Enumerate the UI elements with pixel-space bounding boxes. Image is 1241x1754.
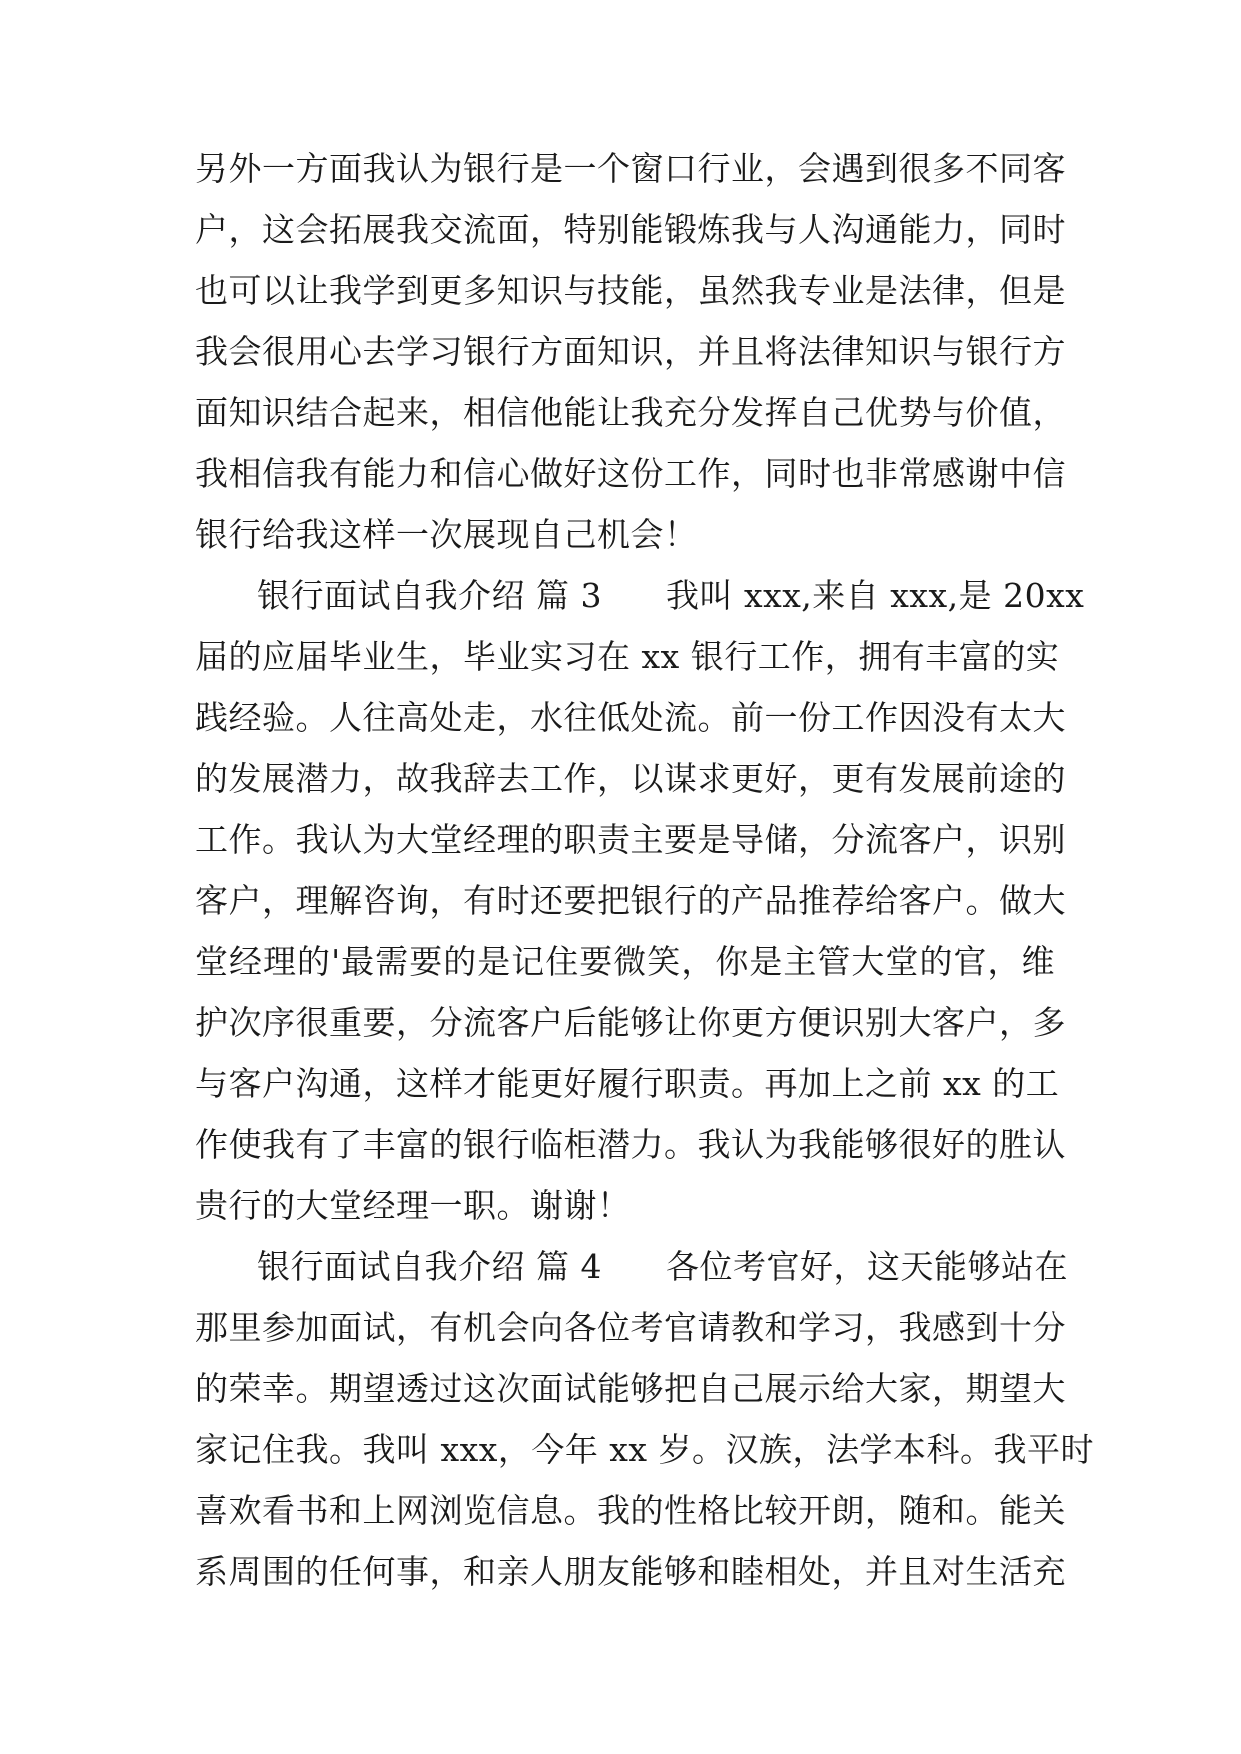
text-line: 践经验。人往高处走，水往低处流。前一份工作因没有太大 [195, 698, 1066, 737]
text-line: 堂经理的'最需要的是记住要微笑，你是主管大堂的官，维 [195, 942, 1055, 981]
text-line: 我相信我有能力和信心做好这份工作，同时也非常感谢中信 [195, 454, 1066, 493]
text-line: 面知识结合起来，相信他能让我充分发挥自己优势与价值， [195, 393, 1066, 432]
text-line: 届的应届毕业生，毕业实习在 xx 银行工作，拥有丰富的实 [195, 637, 1060, 676]
text-line: 喜欢看书和上网浏览信息。我的性格比较开朗，随和。能关 [195, 1491, 1066, 1530]
section-heading-line [257, 1236, 1068, 1298]
section-heading: 银行面试自我介绍 篇 4 [257, 1247, 602, 1286]
text-line: 的荣幸。期望透过这次面试能够把自己展示给大家，期望大 [195, 1369, 1066, 1408]
section-lead-text: 各位考官好，这天能够站在 [665, 1247, 1068, 1286]
text-line: 与客户沟通，这样才能更好履行职责。再加上之前 xx 的工 [195, 1064, 1060, 1103]
text-line: 工作。我认为大堂经理的职责主要是导储，分流客户，识别 [195, 820, 1066, 859]
text-line: 系周围的任何事，和亲人朋友能够和睦相处，并且对生活充 [195, 1552, 1066, 1591]
section-heading-line [257, 565, 1085, 627]
text-line: 护次序很重要，分流客户后能够让你更方便识别大客户，多 [195, 1003, 1066, 1042]
text-line: 银行给我这样一次展现自己机会！ [195, 515, 698, 554]
text-line: 我会很用心去学习银行方面知识，并且将法律知识与银行方 [195, 332, 1066, 371]
text-line: 作使我有了丰富的银行临柜潜力。我认为我能够很好的胜认 [195, 1125, 1066, 1164]
text-line: 户，这会拓展我交流面，特别能锻炼我与人沟通能力，同时 [195, 210, 1066, 249]
text-line: 那里参加面试，有机会向各位考官请教和学习，我感到十分 [195, 1308, 1066, 1347]
text-line: 的发展潜力，故我辞去工作，以谋求更好，更有发展前途的 [195, 759, 1066, 798]
text-line: 另外一方面我认为银行是一个窗口行业，会遇到很多不同客 [195, 149, 1066, 188]
section-lead-text: 我叫 xxx,来自 xxx,是 20xx [665, 576, 1085, 615]
text-line: 客户，理解咨询，有时还要把银行的产品推荐给客户。做大 [195, 881, 1066, 920]
text-line: 家记住我。我叫 xxx，今年 xx 岁。汉族，法学本科。我平时 [195, 1430, 1095, 1469]
text-line: 也可以让我学到更多知识与技能，虽然我专业是法律，但是 [195, 271, 1066, 310]
section-heading: 银行面试自我介绍 篇 3 [257, 576, 602, 615]
text-line: 贵行的大堂经理一职。谢谢！ [195, 1186, 631, 1225]
